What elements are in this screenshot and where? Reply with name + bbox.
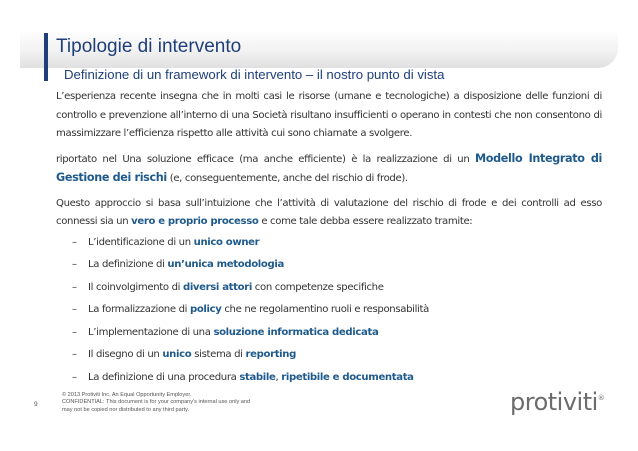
footer-copyright: © 2013 Protiviti Inc. An Equal Opportunity Employer.: [62, 392, 192, 398]
list-item-text: La definizione di: [88, 259, 168, 271]
list-item-text: L’implementazione di una: [88, 326, 214, 338]
dash-bullet: –: [72, 304, 77, 316]
registered-mark: ®: [597, 394, 605, 402]
page-subtitle: Definizione di un framework di intervento – il nostro punto di vista: [64, 67, 445, 82]
list-item-text-end: che ne regolamentino ruoli e responsabilità: [221, 304, 429, 316]
footer-confidential: CONFIDENTIAL: This document is for your company's internal use only and: [62, 399, 251, 406]
list-item-highlight-2: reporting: [245, 349, 297, 361]
list-item-text-mid: sistema di: [191, 349, 246, 361]
list-item: [72, 324, 602, 343]
paragraph-3-text: Questo approccio si basa sull’intuizione che l’attività di valutazione del rischio di frode e dei controlli ad esso connessi sia un: [56, 197, 602, 227]
list-item-text: Il coinvolgimento di: [88, 281, 183, 293]
logo-text: protiviti: [510, 388, 598, 416]
paragraph-2-text: riportato nel Una soluzione efficace (ma anche efficiente) è la realizzazione di un: [56, 153, 475, 165]
page-title: Tipologie di intervento: [56, 36, 242, 57]
list-item-text: La definizione di una procedura: [88, 372, 240, 384]
list-item: [72, 346, 602, 365]
slide-body: [56, 88, 602, 392]
footer-distribution: may not be copied nor distributed to any third party.: [62, 406, 190, 413]
dash-bullet: –: [72, 236, 77, 248]
list-item-text: Il disegno di un: [88, 349, 163, 361]
highlight-process: vero e proprio processo: [131, 216, 259, 227]
list-item-highlight: un’unica metodologia: [167, 259, 284, 271]
list-item-text-mid: ,: [275, 372, 282, 384]
list-item-highlight: policy: [189, 304, 222, 316]
dash-bullet: –: [72, 259, 77, 271]
list-item-highlight-2: ripetibile e documentata: [281, 372, 414, 384]
list-item: [72, 279, 602, 298]
dash-bullet: –: [72, 349, 77, 361]
dash-bullet: –: [72, 372, 77, 384]
paragraph-1: L’esperienza recente insegna che in molti casi le risorse (umane e tecnologiche) a disposizione delle funzioni di controllo e prevenzione all’interno di una Società risultano insufficienti o operano in contesti che non consentono di massimizzare l’efficienza rispetto alle attività cui sono chiamate a svolgere.: [56, 91, 602, 139]
requirements-list: [72, 234, 602, 388]
protiviti-logo: [510, 388, 604, 416]
footer-legal: [62, 392, 272, 414]
title-accent-bar: [44, 33, 48, 81]
list-item-highlight: diversi attori: [182, 281, 252, 293]
paragraph-3-text-end: e come tale debba essere realizzato tramite:: [258, 216, 473, 227]
list-item-highlight: soluzione informatica dedicata: [213, 326, 379, 338]
list-item: [72, 301, 602, 320]
page-number: 9: [34, 401, 38, 408]
list-item-text: L’identificazione di un: [88, 236, 194, 248]
list-item-text-end: con competenze specifiche: [251, 281, 384, 293]
list-item-highlight: unico: [162, 349, 192, 361]
list-item: [72, 234, 602, 253]
list-item-highlight: stabile: [239, 372, 276, 384]
list-item: [72, 256, 602, 275]
list-item-highlight: unico owner: [193, 236, 260, 248]
paragraph-2: [56, 150, 602, 189]
paragraph-3: [56, 195, 602, 232]
dash-bullet: –: [72, 326, 77, 338]
paragraph-2-text-end: (e, conseguentemente, anche del rischio di frode).: [166, 173, 408, 184]
list-item: [72, 369, 602, 388]
list-item-text: La formalizzazione di: [88, 304, 190, 316]
highlight-integrated-model: Modello Integrato di Gestione dei rischi: [56, 151, 603, 184]
dash-bullet: –: [72, 281, 77, 293]
